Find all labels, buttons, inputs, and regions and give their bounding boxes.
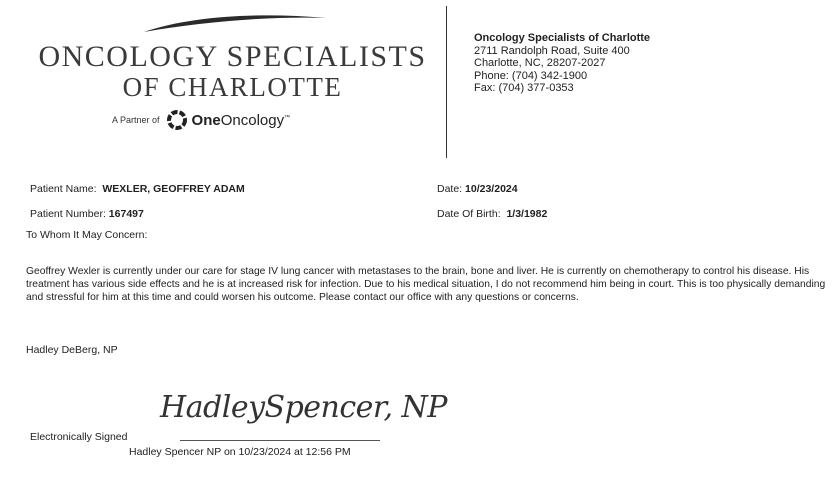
partner-logo <box>112 109 290 131</box>
practice-city: Charlotte, NC, 28207-2027 <box>474 57 606 69</box>
patient-name-value: WEXLER, GEOFFREY ADAM <box>102 183 245 195</box>
partner-name: OneOncology™ <box>191 111 291 129</box>
signature-details: Hadley Spencer NP on 10/23/2024 at 12:56 PM <box>129 446 351 458</box>
letter-body: Geoffrey Wexler is currently under our care for stage IV lung cancer with metastases to the brain, bone and liver. He is currently on chemotherapy to control his disease. His treatment has various side effects and he is at increased risk for infection. Due to his medical situation, I do not recommend him being in court. This is too physically demanding and stressful for him at this time and could worsen his outcome. Please contact our office with any questions or concerns. <box>26 266 826 303</box>
practice-phone: Phone: (704) 342-1900 <box>474 69 588 82</box>
practice-name: Oncology Specialists of Charlotte <box>474 32 651 44</box>
date-of-birth-value: 1/3/1982 <box>506 208 548 220</box>
partner-label: A Partner of <box>112 115 160 125</box>
logo-swoosh-graphic <box>140 12 330 36</box>
practice-address-block <box>474 32 650 95</box>
logo-text-line2: OF CHARLOTTE <box>122 72 343 102</box>
date-of-birth-field: Date Of Birth: 1/3/1982 <box>437 208 548 220</box>
letterhead-divider <box>446 6 447 158</box>
oneoncology-ring-icon <box>166 109 188 131</box>
practice-fax: Fax: (704) 377-0353 <box>474 82 574 94</box>
author-name: Hadley DeBerg, NP <box>26 344 118 356</box>
patient-number-field: Patient Number: 167497 <box>30 208 144 220</box>
logo-text-line1: ONCOLOGY SPECIALISTS <box>38 40 427 73</box>
signature-line <box>180 440 380 441</box>
handwritten-signature: HadleySpencer, NP <box>160 390 447 425</box>
patient-number-value: 167497 <box>108 208 144 220</box>
letter-date-field: Date: 10/23/2024 <box>437 183 518 195</box>
patient-name-field: Patient Name: WEXLER, GEOFFREY ADAM <box>30 183 245 195</box>
electronically-signed-label: Electronically Signed <box>30 431 128 443</box>
letter-date-value: 10/23/2024 <box>465 183 518 195</box>
salutation: To Whom It May Concern: <box>26 229 148 241</box>
practice-street: 2711 Randolph Road, Suite 400 <box>474 44 630 57</box>
